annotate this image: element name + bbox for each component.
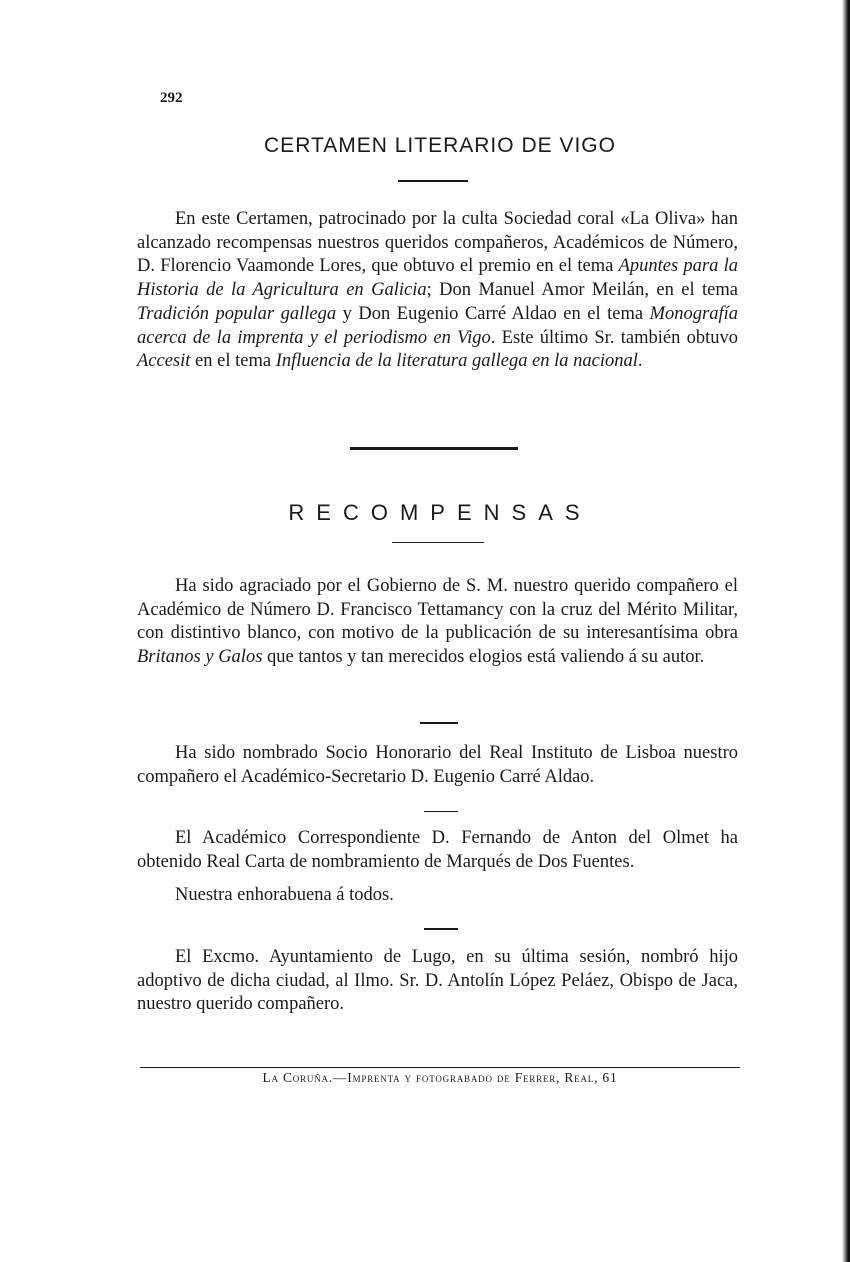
recompensas-paragraph-5: El Excmo. Ayuntamiento de Lugo, en su última sesión, nombró hijo adoptivo de dicha ciudad, al Ilmo. Sr. D. Antolín López Peláez, Obispo de Jaca, nuestro querido compañero. [137, 947, 738, 1015]
printer-imprint: La Coruña.—Imprenta y fotograbado de Ferrer, Real, 61 [262, 1070, 618, 1085]
certamen-paragraph: En este Certamen, patrocinado por la culta Sociedad coral «La Oliva» han alcanzado recompensas nuestros queridos compañeros, Académicos de Número, D. Florencio Vaamonde Lores, que obtuvo el premio en el tema Apuntes para la Historia de la Agricultura en Galicia; Don Manuel Amor Meilán, en el tema Tradición popular gallega y Don Eugenio Carré Aldao en el tema Monografía acerca de la imprenta y el periodismo en Vigo. Este último Sr. también obtuvo Accesit en el tema Influencia de la literatura gallega en la nacional. [137, 209, 739, 372]
section-title: RECOMPENSAS [288, 500, 592, 525]
separator-dash-2 [424, 811, 458, 812]
page-edge-shadow [842, 0, 850, 1262]
separator-dash-3 [424, 928, 458, 930]
recompensas-paragraph-3: El Académico Correspondiente D. Fernando de Anton del Olmet ha obtenido Real Carta de nombramiento de Marqués de Dos Fuentes. [137, 828, 738, 872]
footer-rule [140, 1067, 740, 1068]
recompensas-paragraph-4: Nuestra enhorabuena á todos. [175, 885, 394, 905]
section-divider [350, 447, 518, 450]
title-rule [398, 180, 468, 182]
recompensas-paragraph-1: Ha sido agraciado por el Gobierno de S. M. nuestro querido compañero el Académico de Número D. Francisco Tettamancy con la cruz del Mérito Militar, con distintivo blanco, con motivo de la publicación de su interesantísima obra Britanos y Galos que tantos y tan merecidos elogios está valiendo á su autor. [137, 576, 738, 668]
section-title-rule [392, 542, 484, 543]
separator-dash-1 [420, 722, 458, 724]
page-number: 292 [160, 90, 183, 106]
recompensas-paragraph-2: Ha sido nombrado Socio Honorario del Real Instituto de Lisboa nuestro compañero el Académico-Secretario D. Eugenio Carré Aldao. [137, 743, 738, 787]
article-title: CERTAMEN LITERARIO DE VIGO [264, 134, 616, 157]
